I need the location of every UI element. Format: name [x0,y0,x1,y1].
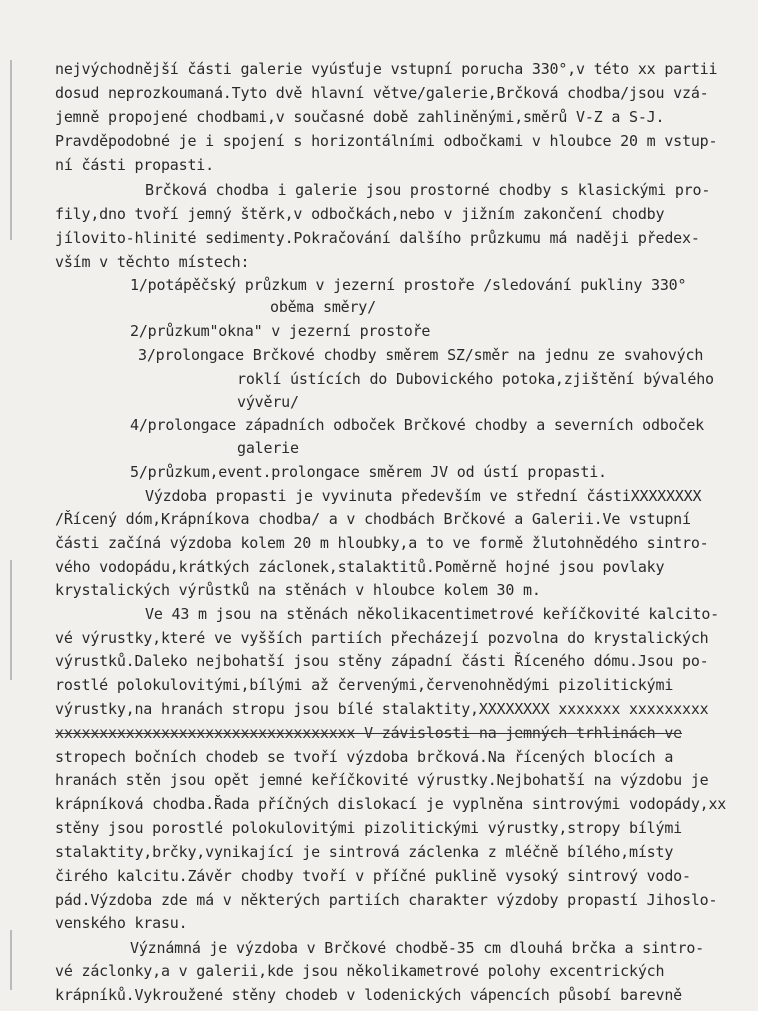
text-line: Výzdoba propasti je vyvinuta především ve střední částiXXXXXXXX [145,487,702,505]
text-line: krápníků.Vykroužené stěny chodeb v lodenických vápencích působí barevně [55,986,682,1004]
text-line: 1/potápěčský průzkum v jezerní prostoře /sledování pukliny 330° [130,276,687,294]
text-line: jílovito-hlinité sedimenty.Pokračování dalšího průzkumu má naději předex- [55,229,700,247]
text-line-struck: xxxxxxxxxxxxxxxxxxxxxxxxxxxxxxxxxx V závislosti na jemných trhlinách ve [55,724,682,742]
text-line: Ve 43 m jsou na stěnách několikacentimetrové keříčkovité kalcito- [145,605,719,623]
text-line: Význámná je výzdoba v Brčkové chodbě-35 cm dlouhá brčka a sintro- [130,939,704,957]
text-line: venského krasu. [55,914,188,932]
text-line: dosud neprozkoumaná.Tyto dvě hlavní větve/galerie,Brčková chodba/jsou vzá- [55,84,709,102]
text-line: vé výrustky,které ve vyšších partiích přecházejí pozvolna do krystalických [55,629,709,647]
text-line: galerie [237,439,299,457]
text-line: stalaktity,brčky,vynikající je sintrová záclenka z mléčně bílého,místy [55,843,674,861]
text-line: vším v těchto místech: [55,253,250,271]
text-line: Pravděpodobné je i spojení s horizontálními odbočkami v hloubce 20 m vstup- [55,132,718,150]
text-line: 3/prolongace Brčkové chodby směrem SZ/směr na jednu ze svahových [138,346,704,364]
text-line: vývěru/ [237,393,299,411]
text-line: vého vodopádu,krátkých záclonek,stalaktitů.Poměrně hojné jsou povlaky [55,558,665,576]
text-line: krystalických výrůstků na stěnách v hloubce kolem 30 m. [55,581,541,599]
text-line: 2/průzkum"okna" v jezerní prostoře [130,322,431,340]
text-line: krápníková chodba.Řada příčných dislokací je vyplněna sintrovými vodopády,xx [55,795,727,813]
text-line: stěny jsou porostlé polokulovitými pizolitickými výrustky,stropy bílými [55,819,682,837]
text-line: fily,dno tvoří jemný štěrk,v odbočkách,nebo v jižním zakončení chodby [55,205,665,223]
text-line: Brčková chodba i galerie jsou prostorné chodby s klasickými pro- [145,181,711,199]
text-line: roklí ústících do Dubovického potoka,zjištění bývalého [237,370,714,388]
text-line: nejvýchodnější části galerie vyúsťuje vstupní porucha 330°,v této xx partii [55,60,718,78]
text-line: 5/průzkum,event.prolongace směrem JV od ústí propasti. [130,463,607,481]
text-line: čirého kalcitu.Závěr chodby tvoří v příčné puklině vysoký sintrový vodo- [55,867,691,885]
margin-line [10,930,12,990]
margin-line [10,560,12,680]
text-line: ní části propasti. [55,156,214,174]
text-line: výrustky,na hranách stropu jsou bílé stalaktity,XXXXXXXX xxxxxxx xxxxxxxxx [55,700,709,718]
text-line: výrustků.Daleko nejbohatší jsou stěny západní části Říceného dómu.Jsou po- [55,652,709,670]
text-line: /Řícený dóm,Krápníkova chodba/ a v chodbách Brčkové a Galerii.Ve vstupní [55,510,691,528]
text-line: jemně propojené chodbami,v současné době zahliněnými,směrů V-Z a S-J. [55,108,665,126]
text-line: vé záclonky,a v galerii,kde jsou několikametrové polohy excentrických [55,962,665,980]
text-line: 4/prolongace západních odboček Brčkové chodby a severních odboček [130,416,704,434]
text-line: hranách stěn jsou opět jemné keříčkovité výrustky.Nejbohatší na výzdobu je [55,771,709,789]
text-line: stropech bočních chodeb se tvoří výzdoba brčková.Na řícených blocích a [55,748,674,766]
text-line: části začíná výzdoba kolem 20 m hloubky,a to ve formě žlutohnědého sintro- [55,534,709,552]
text-line: oběma směry/ [270,298,376,316]
text-line: rostlé polokulovitými,bílými až červenými,červenohnědými pizolitickými [55,676,674,694]
text-line: pád.Výzdoba zde má v některých partiích charakter výzdoby propastí Jihoslo- [55,891,718,909]
margin-line [10,60,12,240]
